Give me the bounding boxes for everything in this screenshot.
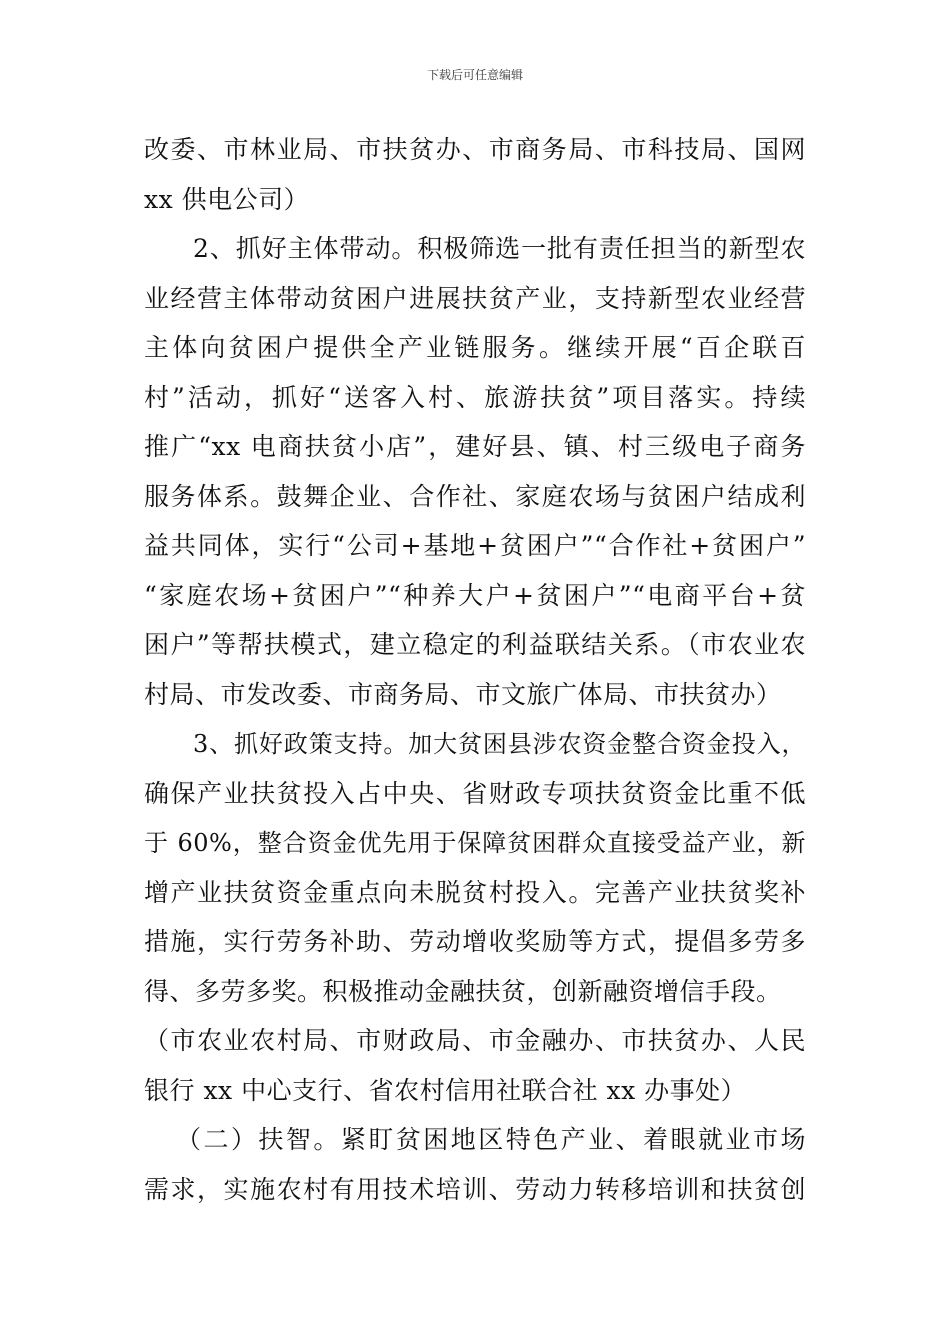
text-line: 增产业扶贫资金重点向未脱贫村投入。完善产业扶贫奖补 (144, 878, 806, 907)
text-line: “家庭农场+贫困户”“种养大户+贫困户”“电商平台+贫 (144, 581, 806, 610)
text-line: 业经营主体带动贫困户进展扶贫产业，支持新型农业经营 (144, 284, 806, 313)
text-line: （市农业农村局、市财政局、市金融办、市扶贫办、人民 (144, 1026, 806, 1055)
text-line: 于 60%，整合资金优先用于保障贫困群众直接受益产业，新 (144, 829, 806, 857)
text-line: 主体向贫困户提供全产业链服务。继续开展“百企联百 (144, 333, 806, 362)
text-line: 困户”等帮扶模式，建立稳定的利益联结关系。（市农业农 (144, 630, 806, 659)
text-line: 服务体系。鼓舞企业、合作社、家庭农场与贫困户结成利 (144, 482, 806, 511)
text-line: 改委、市林业局、市扶贫办、市商务局、市科技局、国网 (144, 135, 806, 164)
text-line: 得、多劳多奖。积极推动金融扶贫，创新融资增信手段。 (144, 977, 782, 1006)
text-line: 村”活动，抓好“送客入村、旅游扶贫”项目落实。持续 (144, 383, 806, 412)
text-line: 村局、市发改委、市商务局、市文旅广体局、市扶贫办） (144, 680, 782, 709)
text-line: 益共同体，实行“公司+基地+贫困户”“合作社+贫困户” (144, 531, 806, 560)
text-line: 措施，实行劳务补助、劳动增收奖励等方式，提倡多劳多 (144, 927, 806, 956)
text-line: 推广“xx 电商扶贫小店”，建好县、镇、村三级电子商务 (144, 432, 806, 461)
text-line: xx 供电公司） (144, 185, 310, 214)
text-line: 银行 xx 中心支行、省农村信用社联合社 xx 办事处） (144, 1076, 747, 1105)
text-line: 需求，实施农村有用技术培训、劳动力转移培训和扶贫创 (144, 1175, 806, 1204)
text-line: （二）扶智。紧盯贫困地区特色产业、着眼就业市场 (176, 1125, 806, 1154)
page-header: 下载后可任意编辑 (426, 68, 523, 82)
text-line: 3、抓好政策支持。加大贫困县涉农资金整合资金投入， (193, 730, 806, 758)
text-line: 确保产业扶贫投入占中央、省财政专项扶贫资金比重不低 (144, 779, 806, 808)
text-line: 2、抓好主体带动。积极筛选一批有责任担当的新型农 (193, 234, 806, 263)
